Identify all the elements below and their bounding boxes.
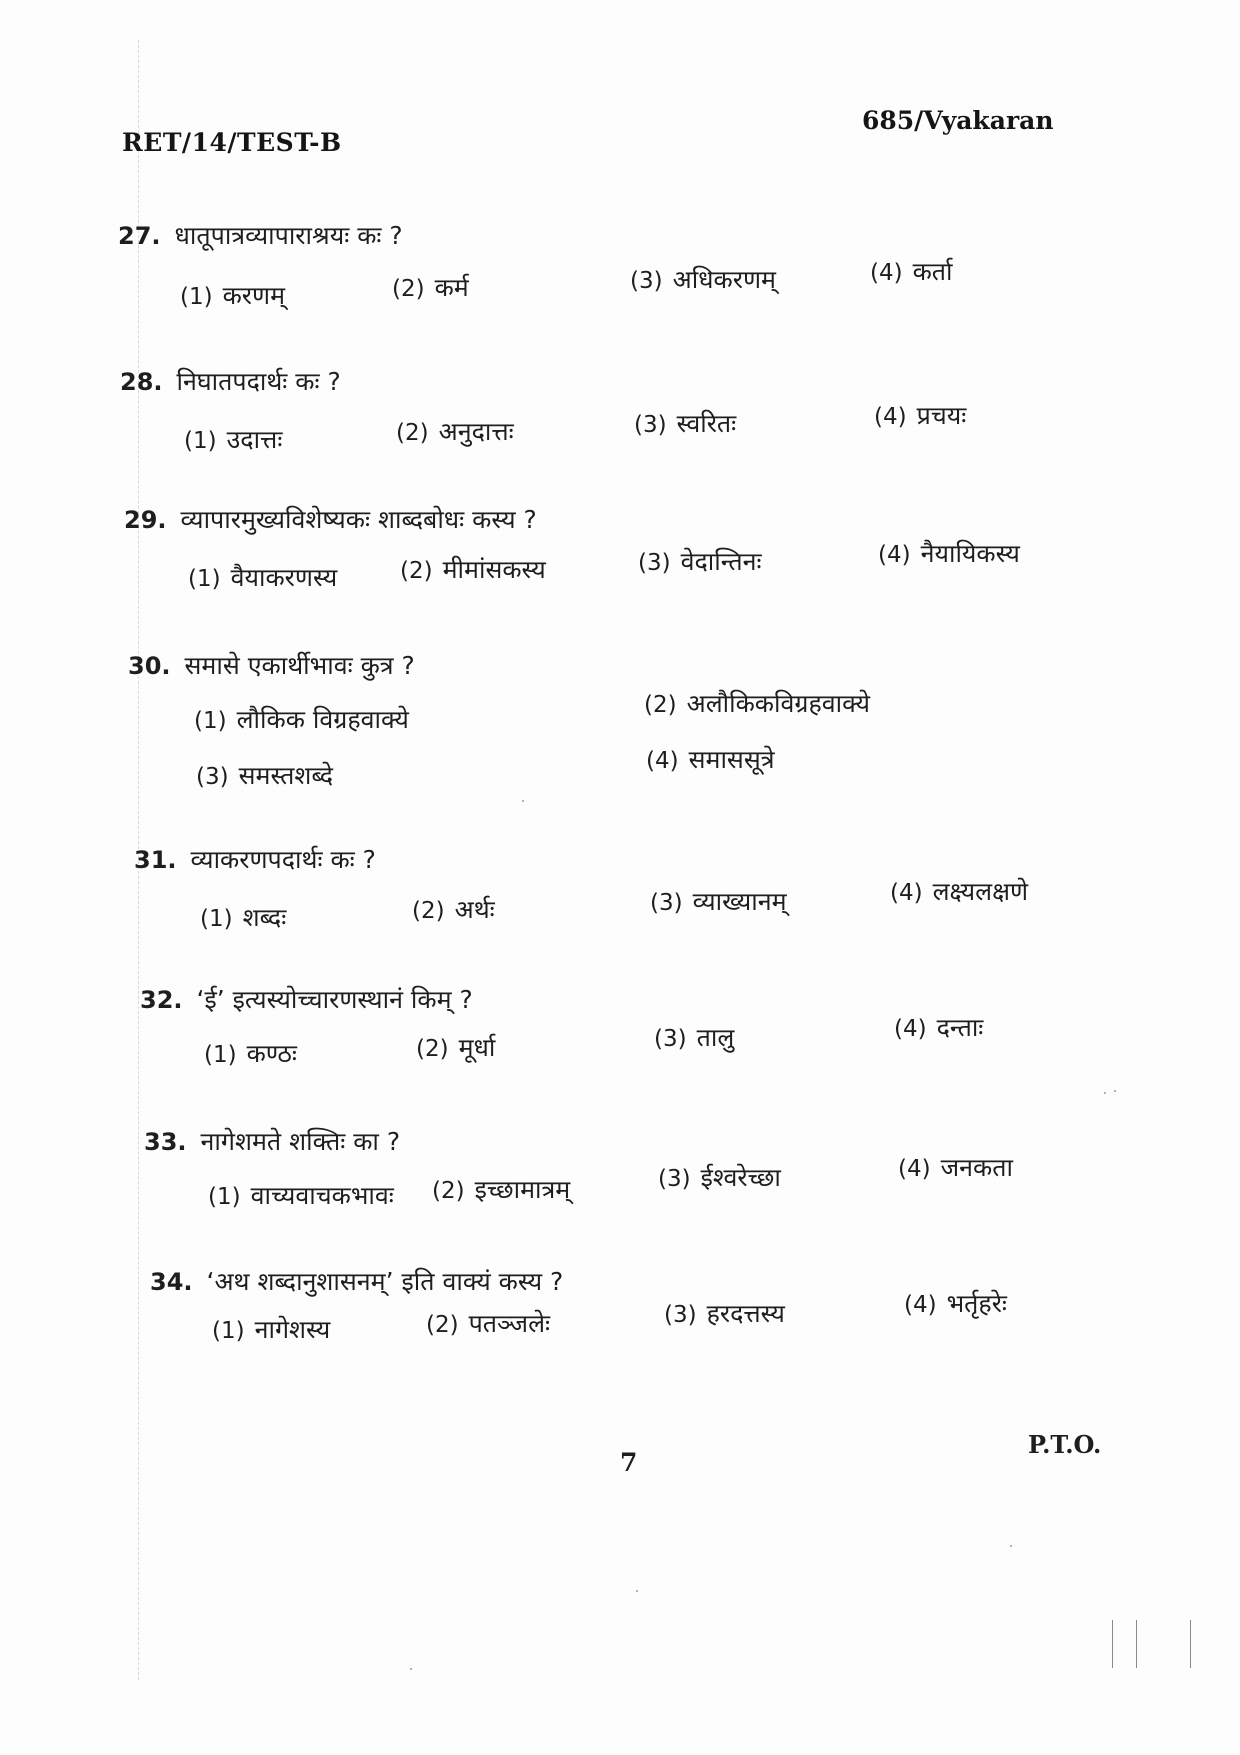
option-1[interactable] — [188, 560, 337, 594]
option-3[interactable] — [658, 1160, 781, 1194]
question-number: 29. — [124, 506, 167, 534]
option-1[interactable] — [180, 278, 285, 312]
option-number: (4) — [874, 404, 907, 430]
option-text: व्याख्यानम् — [692, 887, 787, 916]
question-stem — [150, 1264, 563, 1298]
option-1[interactable] — [184, 422, 282, 456]
option-3[interactable] — [196, 758, 333, 792]
scan-speck — [636, 1590, 638, 1592]
option-4[interactable] — [904, 1286, 1007, 1320]
option-3[interactable] — [664, 1296, 785, 1330]
option-text: अनुदात्तः — [438, 417, 514, 446]
option-text: वाच्यवाचकभावः — [250, 1181, 394, 1210]
option-number: (1) — [188, 566, 221, 592]
option-3[interactable] — [650, 884, 787, 918]
option-number: (4) — [870, 260, 903, 286]
option-number: (3) — [638, 550, 671, 576]
option-number: (3) — [658, 1166, 691, 1192]
option-text: नैयायिकस्य — [920, 539, 1020, 568]
option-1[interactable] — [204, 1036, 297, 1070]
option-text: करणम् — [222, 281, 286, 310]
option-3[interactable] — [638, 544, 762, 578]
option-text: अर्थः — [454, 895, 495, 924]
option-number: (2) — [400, 558, 433, 584]
option-4[interactable] — [894, 1010, 983, 1044]
option-text: कर्ता — [912, 257, 953, 286]
option-2[interactable] — [416, 1030, 495, 1064]
question-number: 31. — [134, 846, 177, 874]
option-number: (3) — [650, 890, 683, 916]
option-3[interactable] — [634, 406, 736, 440]
option-number: (4) — [890, 880, 923, 906]
option-number: (1) — [200, 906, 233, 932]
question-stem — [140, 982, 473, 1016]
option-number: (4) — [894, 1016, 927, 1042]
page-number: 7 — [620, 1448, 638, 1477]
option-number: (3) — [196, 764, 229, 790]
option-number: (1) — [194, 708, 227, 734]
question-text: धातूपात्रव्यापाराश्रयः कः ? — [174, 221, 403, 250]
question-text: समासे एकार्थीभावः कुत्र ? — [184, 651, 415, 680]
question-number: 32. — [140, 986, 183, 1014]
question-stem — [144, 1124, 400, 1158]
option-text: समाससूत्रे — [688, 745, 775, 774]
option-number: (2) — [396, 420, 429, 446]
option-text: स्वरितः — [676, 409, 737, 438]
scan-margin-marks — [1100, 1620, 1200, 1670]
question-stem — [120, 364, 341, 398]
option-4[interactable] — [890, 874, 1028, 908]
option-number: (3) — [630, 268, 663, 294]
option-text: पतञ्जलेः — [468, 1309, 551, 1338]
question-text: ‘अथ शब्दानुशासनम्’ इति वाक्यं कस्य ? — [206, 1267, 564, 1296]
option-text: शब्दः — [242, 903, 287, 932]
scan-speck — [1010, 1545, 1012, 1547]
question-number: 30. — [128, 652, 171, 680]
question-text: ‘ई’ इत्यस्योच्चारणस्थानं किम् ? — [196, 985, 473, 1014]
option-4[interactable] — [874, 398, 966, 432]
option-text: कण्ठः — [246, 1039, 297, 1068]
option-text: तालु — [696, 1023, 735, 1052]
option-number: (2) — [392, 276, 425, 302]
please-turn-over-label: P.T.O. — [1028, 1430, 1102, 1459]
question-text: व्यापारमुख्यविशेष्यकः शाब्दबोधः कस्य ? — [180, 505, 537, 534]
option-text: इच्छामात्रम् — [474, 1175, 571, 1204]
question-text: व्याकरणपदार्थः कः ? — [190, 845, 376, 874]
option-text: उदात्तः — [226, 425, 283, 454]
option-text: समस्तशब्दे — [238, 761, 334, 790]
option-3[interactable] — [630, 262, 776, 296]
option-number: (2) — [412, 898, 445, 924]
option-1[interactable] — [208, 1178, 394, 1212]
option-number: (3) — [654, 1026, 687, 1052]
option-1[interactable] — [200, 900, 286, 934]
option-3[interactable] — [654, 1020, 734, 1054]
option-text: जनकता — [940, 1153, 1013, 1182]
option-text: अधिकरणम् — [672, 265, 776, 294]
option-number: (3) — [664, 1302, 697, 1328]
option-number: (1) — [208, 1184, 241, 1210]
option-number: (1) — [212, 1318, 245, 1344]
option-number: (2) — [644, 692, 677, 718]
option-2[interactable] — [392, 270, 469, 304]
option-number: (2) — [416, 1036, 449, 1062]
scan-speck — [410, 1668, 412, 1670]
option-2[interactable] — [426, 1306, 550, 1340]
option-text: प्रचयः — [916, 401, 967, 430]
option-text: कर्म — [434, 273, 469, 302]
scan-speck — [522, 800, 524, 802]
subject-code-header: 685/Vyakaran — [862, 106, 1054, 135]
option-4[interactable] — [878, 536, 1020, 570]
question-stem — [124, 502, 537, 536]
option-number: (1) — [204, 1042, 237, 1068]
option-number: (2) — [426, 1312, 459, 1338]
option-number: (4) — [878, 542, 911, 568]
question-number: 28. — [120, 368, 163, 396]
question-stem — [128, 648, 415, 682]
question-stem — [118, 218, 403, 252]
scan-speck — [1114, 1090, 1116, 1092]
option-number: (1) — [184, 428, 217, 454]
option-text: लौकिक विग्रहवाक्ये — [236, 705, 409, 734]
option-1[interactable] — [212, 1312, 330, 1346]
option-text: नागेशस्य — [254, 1315, 331, 1344]
option-text: हरदत्तस्य — [706, 1299, 785, 1328]
option-number: (4) — [898, 1156, 931, 1182]
option-text: मूर्धा — [458, 1033, 496, 1062]
option-number: (3) — [634, 412, 667, 438]
question-number: 27. — [118, 222, 161, 250]
question-text: निघातपदार्थः कः ? — [176, 367, 341, 396]
option-2[interactable] — [400, 552, 546, 586]
scan-speck — [1104, 1092, 1106, 1094]
question-stem — [134, 842, 376, 876]
option-number: (1) — [180, 284, 213, 310]
question-text: नागेशमते शक्तिः का ? — [200, 1127, 401, 1156]
option-4[interactable] — [870, 254, 953, 288]
option-text: भर्तृहरेः — [946, 1289, 1007, 1318]
option-number: (2) — [432, 1178, 465, 1204]
question-number: 33. — [144, 1128, 187, 1156]
option-text: वेदान्तिनः — [680, 547, 762, 576]
option-number: (4) — [646, 748, 679, 774]
test-code-header: RET/14/TEST-B — [122, 128, 342, 157]
option-2[interactable] — [396, 414, 514, 448]
option-text: मीमांसकस्य — [442, 555, 546, 584]
option-4[interactable] — [646, 742, 775, 776]
option-text: वैयाकरणस्य — [230, 563, 338, 592]
option-1[interactable] — [194, 702, 409, 736]
option-text: लक्ष्यलक्षणे — [932, 877, 1029, 906]
option-text: दन्ताः — [936, 1013, 984, 1042]
option-2[interactable] — [412, 892, 495, 926]
option-text: ईश्वरेच्छा — [700, 1163, 781, 1192]
option-2[interactable] — [432, 1172, 570, 1206]
option-number: (4) — [904, 1292, 937, 1318]
option-2[interactable] — [644, 686, 870, 720]
option-4[interactable] — [898, 1150, 1013, 1184]
option-text: अलौकिकविग्रहवाक्ये — [686, 689, 870, 718]
question-number: 34. — [150, 1268, 193, 1296]
